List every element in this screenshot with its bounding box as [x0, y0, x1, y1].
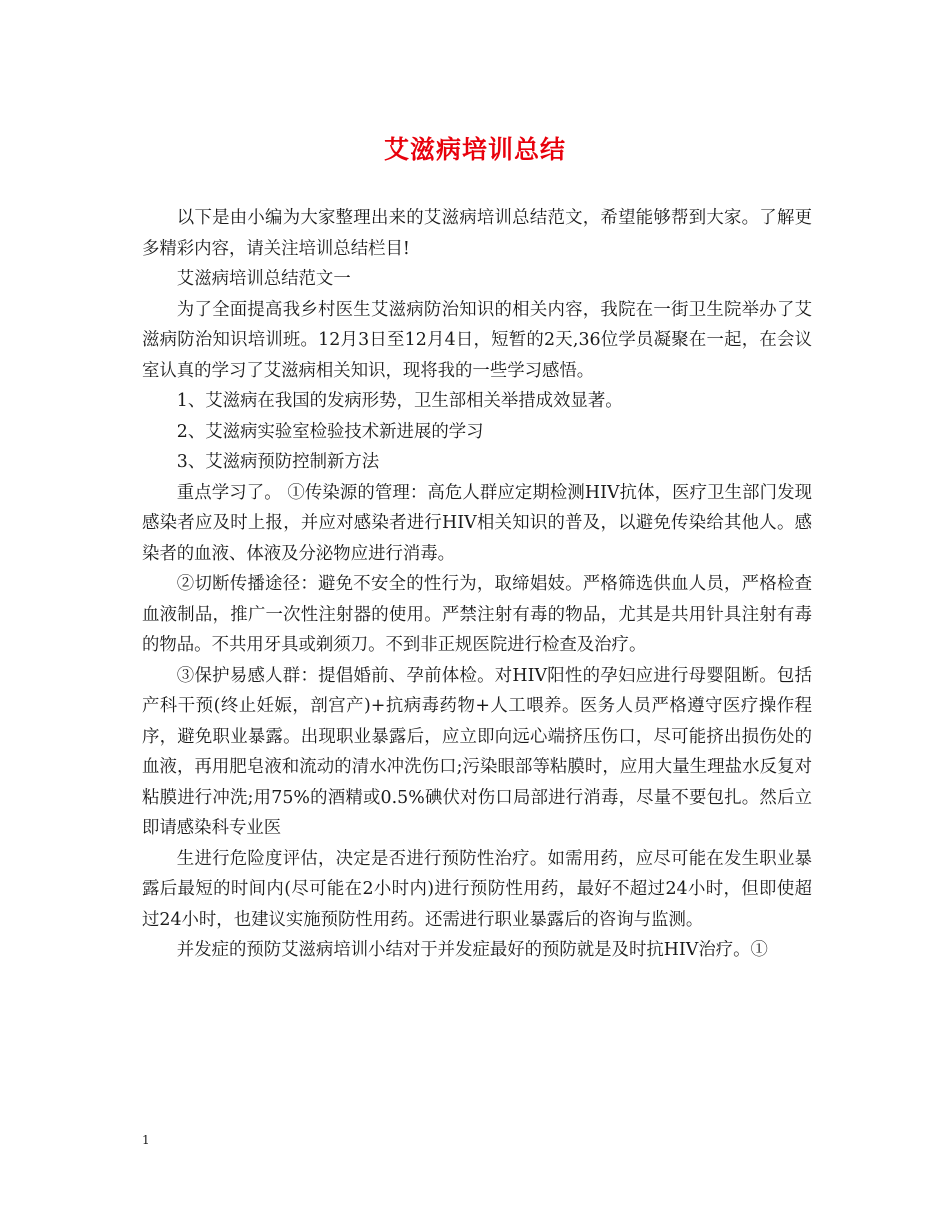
paragraph-source-management: 重点学习了。 ①传染源的管理：高危人群应定期检测HIV抗体，医疗卫生部门发现感染者应及时上报，并应对感染者进行HIV相关知识的普及，以避免传染给其他人。感染者的血液、体液及分泌物应进行消毒。: [142, 482, 812, 564]
paragraph-complications: 并发症的预防艾滋病培训小结对于并发症最好的预防就是及时抗HIV治疗。①: [176, 940, 768, 960]
paragraph-item-1: 1、艾滋病在我国的发病形势，卫生部相关举措成效显著。: [176, 391, 623, 411]
paragraph-risk-assessment: 生进行危险度评估，决定是否进行预防性治疗。如需用药，应尽可能在发生职业暴露后最短的时间内(尽可能在2小时内)进行预防性用药，最好不超过24小时，但即使超过24小时，也建议实施预防性用药。还需进行职业暴露后的咨询与监测。: [142, 848, 812, 930]
document-body: [142, 203, 812, 966]
paragraph-overview: 为了全面提高我乡村医生艾滋病防治知识的相关内容，我院在一街卫生院举办了艾滋病防治知识培训班。12月3日至12月4日，短暂的2天,36位学员凝聚在一起，在会议室认真的学习了艾滋病相关知识，现将我的一些学习感悟。: [142, 299, 812, 381]
document-title: 艾滋病培训总结: [383, 135, 566, 164]
paragraph-item-3: 3、艾滋病预防控制新方法: [176, 452, 380, 472]
paragraph-section-heading: 艾滋病培训总结范文一: [176, 269, 351, 289]
paragraph-intro: 以下是由小编为大家整理出来的艾滋病培训总结范文，希望能够帮到大家。了解更多精彩内容，请关注培训总结栏目!: [142, 208, 812, 259]
paragraph-item-2: 2、艾滋病实验室检验技术新进展的学习: [176, 421, 484, 442]
paragraph-protection: ③保护易感人群：提倡婚前、孕前体检。对HIV阳性的孕妇应进行母婴阻断。包括产科干预(终止妊娠，剖宫产)+抗病毒药物+人工喂养。医务人员严格遵守医疗操作程序，避免职业暴露。出现职业暴露后，应立即向远心端挤压伤口，尽可能挤出损伤处的血液，再用肥皂液和流动的清水冲洗伤口;污染眼部等粘膜时，应用大量生理盐水反复对粘膜进行冲洗;用75%的酒精或0.5%碘伏对伤口局部进行消毒，尽量不要包扎。然后立即请感染科专业医: [142, 665, 812, 838]
paragraph-transmission: ②切断传播途径：避免不安全的性行为，取缔娼妓。严格筛选供血人员，严格检查血液制品，推广一次性注射器的使用。严禁注射有毒的物品，尤其是共用针具注射有毒的物品。不共用牙具或剃须刀。不到非正规医院进行检查及治疗。: [142, 574, 812, 655]
page-number: 1: [142, 1133, 150, 1147]
